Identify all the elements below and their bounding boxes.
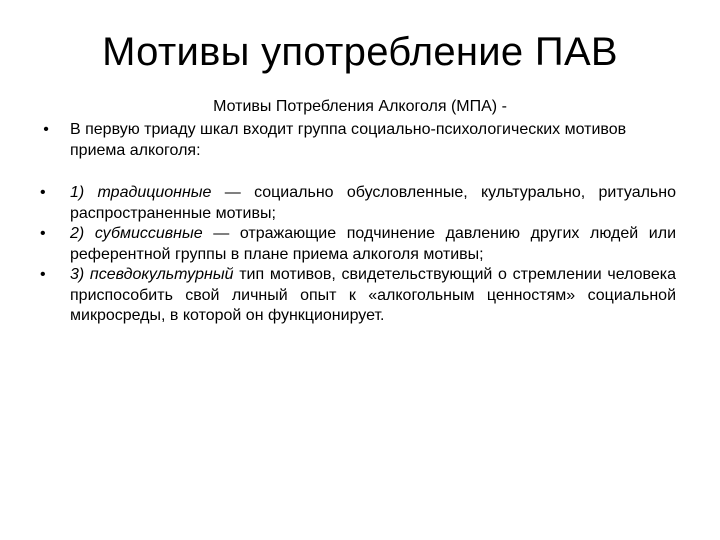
bullet-term: 1) традиционные [70, 184, 212, 201]
bullet-text: тип мотивов, свидетельствующий о стремлении человека приспособить свой личный опыт к «алкогольным ценностям» социальной микросреды, в которой он функционирует. [70, 266, 676, 324]
slide-title: Мотивы употребление ПАВ [102, 30, 618, 74]
bullet-text: В первую триаду шкал входит группа социально-психологических мотивов приема алкоголя: [70, 121, 627, 159]
bullet-icon: • [40, 225, 46, 242]
bullet-item-traditional [40, 183, 676, 224]
bullet-term: 3) псевдокультурный [70, 266, 234, 283]
bullet-text: — социально обусловленные, культурально, ритуально распространенные мотивы; [70, 184, 676, 222]
bullet-icon: • [40, 266, 46, 283]
bullet-icon: • [40, 184, 46, 201]
bullet-icon: • [43, 121, 49, 138]
bullet-item-intro [40, 120, 676, 161]
bullet-item-submissive [40, 224, 676, 265]
slide-subtitle: Мотивы Потребления Алкоголя (МПА) - [213, 98, 507, 115]
bullet-item-pseudocultural [40, 265, 676, 327]
bullet-list [40, 120, 676, 327]
bullet-term: 2) субмиссивные [70, 225, 203, 242]
bullet-text: — отражающие подчинение давлению других людей или референтной группы в плане приема алкоголя мотивы; [70, 225, 676, 263]
